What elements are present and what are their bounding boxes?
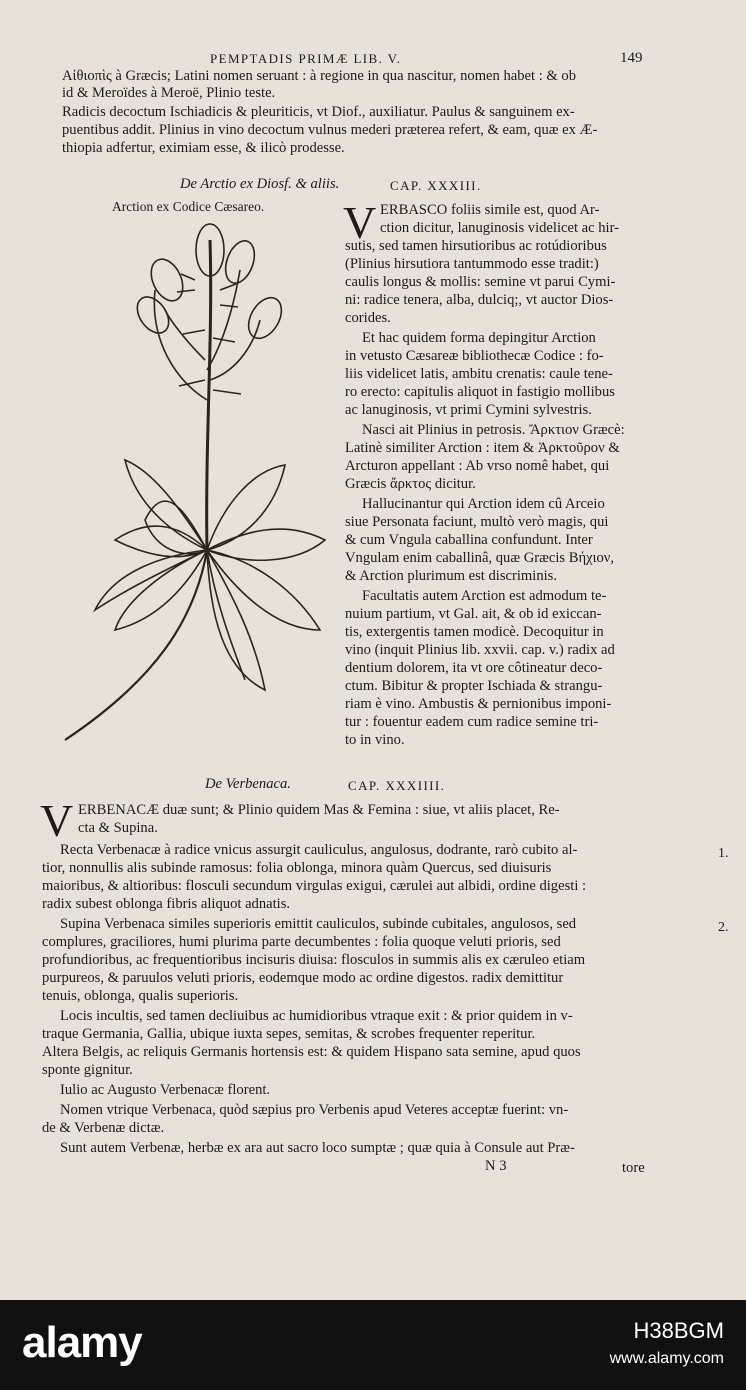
- drop-cap: V: [40, 795, 74, 846]
- chapter-title: De Arctio ex Diosf. & aliis.: [180, 176, 340, 192]
- text-line: Aἰθιοπὶς à Græcis; Latini nomen seruant : à regione in qua nascitur, nomen habet : & ob: [62, 68, 577, 84]
- chapter-number: CAP. XXXIII.: [390, 178, 482, 193]
- text-line: Nomen vtrique Verbenaca, quòd sæpius pro Verbenis apud Veteres acceptæ fuerint: vn-: [60, 1102, 569, 1118]
- text-line: profundioribus, ac frequentioribus incisuris diuisa: flosculos in summis alis ex cæruleo etiam: [42, 952, 586, 968]
- text-line: dentium dolorem, ita vt ore côtineatur deco-: [345, 660, 603, 676]
- alamy-logo: alamy: [22, 1318, 142, 1367]
- text-line: corides.: [345, 310, 391, 326]
- image-id: H38BGM: [633, 1318, 724, 1343]
- text-line: Vngulam enim caballinâ, quæ Græcis Βήχιον,: [345, 550, 615, 566]
- margin-mark: 2.: [718, 920, 729, 935]
- text-line: tis, extergentis tamen modicè. Decoquitur in: [345, 624, 604, 640]
- page-number: 149: [620, 50, 643, 66]
- figure-caption: Arction ex Codice Cæsareo.: [112, 199, 265, 214]
- text-line: ac lanuginosis, vt primi Cymini sylvestris.: [345, 402, 592, 418]
- text-line: Sunt autem Verbenæ, herbæ ex ara aut sacro loco sumptæ ; quæ quia à Consule aut Præ-: [60, 1140, 575, 1156]
- text-line: vino (inquit Plinius lib. xxvii. cap. v.) radix ad: [345, 642, 615, 658]
- watermark-url: www.alamy.com: [609, 1350, 724, 1367]
- text-line: traque Germania, Gallia, ubique iuxta sepes, semitas, & scrobes frequenter reperitur.: [42, 1026, 536, 1042]
- text-line: purpureos, & paruulos veluti prioris, eodemque modo ac ordine digestos. radix demittitur: [42, 970, 564, 986]
- text-line: de & Verbenæ dictæ.: [42, 1120, 165, 1136]
- text-line: sponte gignitur.: [42, 1062, 133, 1078]
- text-line: nuium partium, vt Gal. ait, & ob id exiccan-: [345, 606, 602, 622]
- text-line: ro erecto: capitulis aliquot in fastigio mollibus: [345, 384, 615, 400]
- arction-woodcut-illustration: [55, 220, 345, 760]
- text-line: ERBASCO foliis simile est, quod Ar-: [380, 202, 600, 218]
- text-line: tenuis, oblonga, qualis superioris.: [42, 988, 239, 1004]
- running-title: PEMPTADIS PRIMÆ LIB. V.: [210, 51, 402, 66]
- chapter-title: De Verbenaca.: [205, 776, 291, 792]
- text-line: riam è vino. Ambustis & pernionibus imponi-: [345, 696, 612, 712]
- text-line: & cum Vngula caballina confundunt. Inter: [345, 532, 593, 548]
- text-line: Græcis ἄρκτος dicitur.: [345, 476, 476, 492]
- text-line: radix subest oblonga fibris aliquot adnatis.: [42, 896, 291, 912]
- text-line: caulis longus & mollis: semine vt parui Cymi-: [345, 274, 616, 290]
- text-line: thiopia adfertur, eximiam esse, & ilicò prodesse.: [62, 140, 345, 156]
- text-line: Arcturon appellant : Ab vrso nomê habet, qui: [345, 458, 610, 474]
- text-line: Locis incultis, sed tamen decliuibus ac humidioribus vtraque exit : & prior quidem in v-: [60, 1008, 573, 1024]
- text-line: siue Personata faciunt, multò verò magis, qui: [345, 514, 609, 530]
- signature-mark: N 3: [485, 1158, 507, 1174]
- text-line: ERBENACÆ duæ sunt; & Plinio quidem Mas & Femina : siue, vt aliis placet, Re-: [78, 802, 560, 818]
- text-line: Latinè similiter Arction : item & Ἀρκτοῦρον &: [345, 440, 620, 456]
- text-line: to in vino.: [345, 732, 405, 748]
- text-line: complures, graciliores, humi plurima parte decumbentes : folia quoque veluti prioris, sed: [42, 934, 561, 950]
- chapter-number: CAP. XXXIIII.: [348, 778, 446, 793]
- text-line: id & Meroïdes à Meroë, Plinio teste.: [62, 85, 276, 101]
- text-line: Altera Belgis, ac reliquis Germanis hortensis est: & quidem Hispano sata semine, apud quos: [42, 1044, 581, 1060]
- text-line: & Arction plurimum est discriminis.: [345, 568, 558, 584]
- text-line: ction dicitur, lanuginosis videlicet ac hir-: [380, 220, 620, 236]
- text-line: puentibus addit. Plinius in vino decoctum vulnus mederi præterea refert, & eam, quæ ex Æ-: [62, 122, 598, 138]
- text-line: Recta Verbenacæ à radice vnicus assurgit cauliculus, angulosus, dodrante, rarò cubito al-: [60, 842, 578, 858]
- text-line: Supina Verbenaca similes superioris emittit cauliculos, subinde cubitales, angulosos, sed: [60, 916, 577, 932]
- margin-mark: 1.: [718, 846, 729, 861]
- catchword: tore: [622, 1160, 645, 1176]
- text-line: Radicis decoctum Ischiadicis & pleuriticis, vt Diof., auxiliatur. Paulus & sanguinem ex-: [62, 104, 575, 120]
- drop-cap: V: [343, 197, 377, 248]
- text-line: maioribus, & altioribus: flosculi secundum virgulas exigui, cærulei aut albidi, ordine digesti :: [42, 878, 587, 894]
- text-line: ni: radice tenera, alba, dulciq;, vt auctor Dios-: [345, 292, 614, 308]
- text-line: cta & Supina.: [78, 820, 158, 836]
- text-line: ctum. Bibitur & propter Ischiada & strangu-: [345, 678, 603, 694]
- text-line: (Plinius hirsutiora tantummodo esse tradit:): [345, 256, 599, 272]
- text-line: tur : fouentur eadem cum radice semine tri-: [345, 714, 599, 730]
- text-line: Nasci ait Plinius in petrosis. Ἄρκτιον Græcè:: [362, 422, 625, 438]
- text-line: in vetusto Cæsareæ bibliothecæ Codice : fo-: [345, 348, 604, 364]
- text-line: liis videlicet latis, ambitu crenatis: caule tene-: [345, 366, 613, 382]
- text-line: Hallucinantur qui Arction idem cû Arceio: [362, 496, 605, 512]
- text-line: tior, nonnullis alis subinde ramosus: folia oblonga, minora quàm Quercus, sed diuisuris: [42, 860, 552, 876]
- text-line: Iulio ac Augusto Verbenacæ florent.: [60, 1082, 271, 1098]
- text-line: Facultatis autem Arction est admodum te-: [362, 588, 607, 604]
- text-line: Et hac quidem forma depingitur Arction: [362, 330, 596, 346]
- text-line: sutis, sed tamen hirsutioribus ac rotúdioribus: [345, 238, 607, 254]
